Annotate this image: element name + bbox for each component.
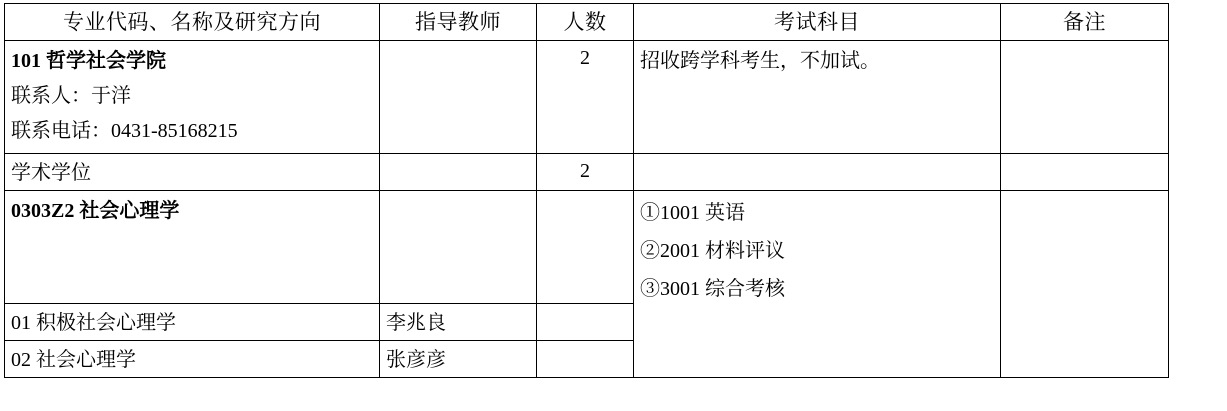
admissions-table [4,3,1169,378]
cell-exam-empty [634,154,1001,191]
count-value: 2 [580,160,590,182]
table-row [5,41,1169,154]
exam-subject-3: ③3001 综合考核 [640,278,785,300]
teacher-value: 张彦彦 [386,349,446,371]
exam-subject-2: ②2001 材料评议 [640,240,785,262]
department-info-lines [5,41,379,153]
teacher-value [380,191,536,193]
teacher-value [380,154,536,156]
department-contact-person: 联系人：于洋 [11,85,131,107]
cell-count [537,191,634,304]
header-cell-count [537,4,634,41]
teacher-value [380,41,536,43]
header-cell-teacher [380,4,537,41]
header-label-remark: 备注 [1063,10,1106,34]
cell-teacher-empty [380,154,537,191]
cell-teacher-empty [380,191,537,304]
remark-value [1001,41,1168,43]
header-label-count: 人数 [563,10,607,34]
cell-exam-note [634,41,1001,154]
department-contact-phone: 联系电话：0431-85168215 [11,120,238,142]
header-cell-exam [634,4,1001,41]
exam-note-lines [634,41,1000,83]
header-label-exam: 考试科目 [774,10,860,34]
exam-subject-lines [634,191,1000,312]
major-code-name: 0303Z2 社会心理学 [11,200,180,222]
remark-value [1001,191,1168,193]
research-direction-label: 01 积极社会心理学 [11,312,176,334]
exam-value [634,154,1000,156]
header-cell-major [5,4,380,41]
cell-count [537,41,634,154]
header-label-teacher: 指导教师 [415,10,501,34]
cell-remark-empty [1001,41,1169,154]
cell-remark-empty [1001,191,1169,378]
cell-count [537,304,634,341]
cell-major-info [5,41,380,154]
cell-count [537,154,634,191]
count-value: 2 [580,47,590,69]
major-lines [5,191,379,303]
cell-exam-subjects [634,191,1001,378]
table-row [5,191,1169,304]
exam-subject-1: ①1001 英语 [640,202,745,224]
header-label-major: 专业代码、名称及研究方向 [63,10,321,34]
cell-teacher [380,341,537,378]
table-header-row [5,4,1169,41]
cell-research-direction [5,304,380,341]
research-direction-label: 02 社会心理学 [11,349,136,371]
cell-degree-type [5,154,380,191]
header-cell-remark [1001,4,1169,41]
cell-major-code-name [5,191,380,304]
cell-teacher [380,304,537,341]
table-row [5,154,1169,191]
department-code-name: 101 哲学社会学院 [11,50,166,72]
cell-teacher-empty [380,41,537,154]
cell-remark-empty [1001,154,1169,191]
degree-type-label: 学术学位 [11,162,91,184]
remark-value [1001,154,1168,156]
cell-research-direction [5,341,380,378]
cell-count [537,341,634,378]
teacher-value: 李兆良 [386,312,446,334]
exam-note-text: 招收跨学科考生，不加试。 [640,50,880,72]
